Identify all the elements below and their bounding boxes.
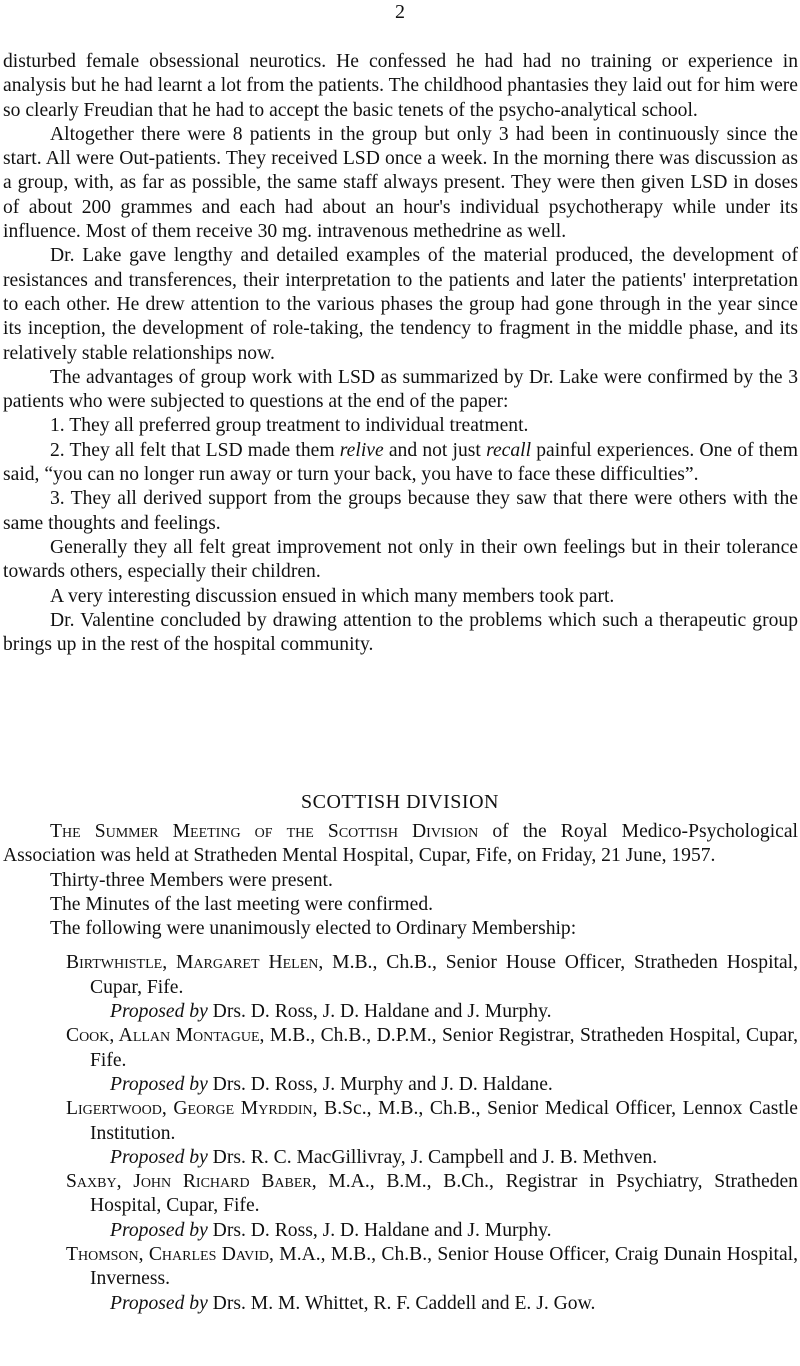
member-details: M.B., Ch.B., D.P.M., Senior Registrar, Stratheden Hospital, Cupar, Fife. xyxy=(90,1025,798,1071)
proposers: Drs. D. Ross, J. D. Haldane and J. Murphy. xyxy=(207,1219,552,1241)
paragraph: The advantages of group work with LSD as summarized by Dr. Lake were confirmed by the 3 patients who were subjected to questions at the end of the paper: xyxy=(3,366,798,413)
proposers: Drs. M. M. Whittet, R. F. Caddell and E. J. Gow. xyxy=(207,1292,596,1314)
proposers-line xyxy=(90,1146,798,1170)
text-run: painful experiences. One of them said, “you can no longer run away or turn your back, you have to face these difficulties”. xyxy=(3,439,798,486)
paragraph: disturbed female obsessional neurotics. He confessed he had had no training or experience in analysis but he had learnt a lot from the patients. The childhood phantasies they laid out for him were so clearly Freudian that he had to accept the basic tenets of the psycho-analytical school. xyxy=(3,51,798,121)
proposers-line xyxy=(90,1292,798,1316)
proposers-line xyxy=(90,1219,798,1243)
member-entry xyxy=(3,1243,798,1316)
member-entry xyxy=(3,1170,798,1243)
lsd-group-report xyxy=(3,50,798,657)
list-item: 1. They all preferred group treatment to individual treatment. xyxy=(50,415,529,437)
paragraph: A very interesting discussion ensued in which many members took part. xyxy=(50,585,615,607)
proposed-label: Proposed by xyxy=(110,1146,208,1168)
paragraph: Dr. Lake gave lengthy and detailed examples of the material produced, the development of resistances and transferences, their interpretation to the patients and later the patients' interpretation to each other. He drew attention to the various phases the group had gone through in the year since its inception, the development of role-taking, the tendency to fragment in the middle phase, and its relatively stable relationships now. xyxy=(3,245,798,364)
proposed-label: Proposed by xyxy=(110,1292,208,1314)
member-list xyxy=(3,951,798,1315)
list-item xyxy=(3,439,798,488)
member-name: Birtwhistle, Margaret Helen, xyxy=(66,952,324,974)
list-item: 3. They all derived support from the groups because they saw that there were others with the same thoughts and feelings. xyxy=(3,488,798,534)
member-name: Ligertwood, George Myrddin, xyxy=(66,1098,318,1120)
paragraph: Generally they all felt great improvement not only in their own feelings but in their tolerance towards others, especially their children. xyxy=(3,536,798,583)
smallcaps-title: The Summer Meeting of the Scottish Division xyxy=(50,821,479,842)
proposers: Drs. R. C. MacGillivray, J. Campbell and J. B. Methven. xyxy=(207,1146,658,1168)
member-details: M.A., B.M., B.Ch., Registrar in Psychiatry, Stratheden Hospital, Cupar, Fife. xyxy=(90,1171,798,1217)
section-heading: SCOTTISH DIVISION xyxy=(301,791,499,813)
proposers-line xyxy=(90,1073,798,1097)
member-name: Thomson, Charles David, xyxy=(66,1244,274,1266)
paragraph: Dr. Valentine concluded by drawing attention to the problems which such a therapeutic group brings up in the rest of the hospital community. xyxy=(3,609,798,656)
proposed-label: Proposed by xyxy=(110,1073,208,1095)
proposers-line xyxy=(90,1000,798,1024)
proposers: Drs. D. Ross, J. Murphy and J. D. Haldane. xyxy=(207,1073,553,1095)
member-entry xyxy=(3,1097,798,1170)
paragraph: The Minutes of the last meeting were confirmed. xyxy=(50,893,434,915)
scottish-division-section xyxy=(3,820,798,1316)
member-details: B.Sc., M.B., Ch.B., Senior Medical Officer, Lennox Castle Institution. xyxy=(90,1098,799,1144)
text-run: 2. They all felt that LSD made them xyxy=(50,439,340,461)
member-name: Cook, Allan Montague, xyxy=(66,1025,265,1047)
proposed-label: Proposed by xyxy=(110,1219,208,1241)
text-run: and not just xyxy=(383,439,487,461)
proposers: Drs. D. Ross, J. D. Haldane and J. Murphy. xyxy=(207,1001,552,1023)
member-details: M.B., Ch.B., Senior House Officer, Stratheden Hospital, Cupar, Fife. xyxy=(90,952,799,998)
member-details: M.A., M.B., Ch.B., Senior House Officer, Craig Dunain Hospital, Inverness. xyxy=(90,1244,798,1290)
member-entry xyxy=(3,1024,798,1097)
paragraph: Altogether there were 8 patients in the group but only 3 had been in continuously since the start. All were Out-patients. They received LSD once a week. In the morning there was discussion as a group, with, as far as possible, the same staff always present. They were then given LSD in doses of about 200 grammes and each had about an hour's individual psychotherapy while under its influence. Most of them receive 30 mg. intravenous methedrine as well. xyxy=(3,123,798,243)
member-entry xyxy=(3,951,798,1024)
italic-word: recall xyxy=(486,439,532,461)
intro-paragraph xyxy=(3,820,798,869)
proposed-label: Proposed by xyxy=(110,1001,208,1023)
paragraph: Thirty-three Members were present. xyxy=(50,869,333,891)
paragraph: The following were unanimously elected to Ordinary Membership: xyxy=(50,918,577,940)
member-name: Saxby, John Richard Baber, xyxy=(66,1171,317,1193)
page-number: 2 xyxy=(395,1,405,23)
italic-word: relive xyxy=(339,439,384,461)
text-run: of the Royal Medico-Psychological Association was held at Stratheden Mental Hospital, Cupar, Fife, on Friday, 21 June, 1957. xyxy=(3,821,798,867)
